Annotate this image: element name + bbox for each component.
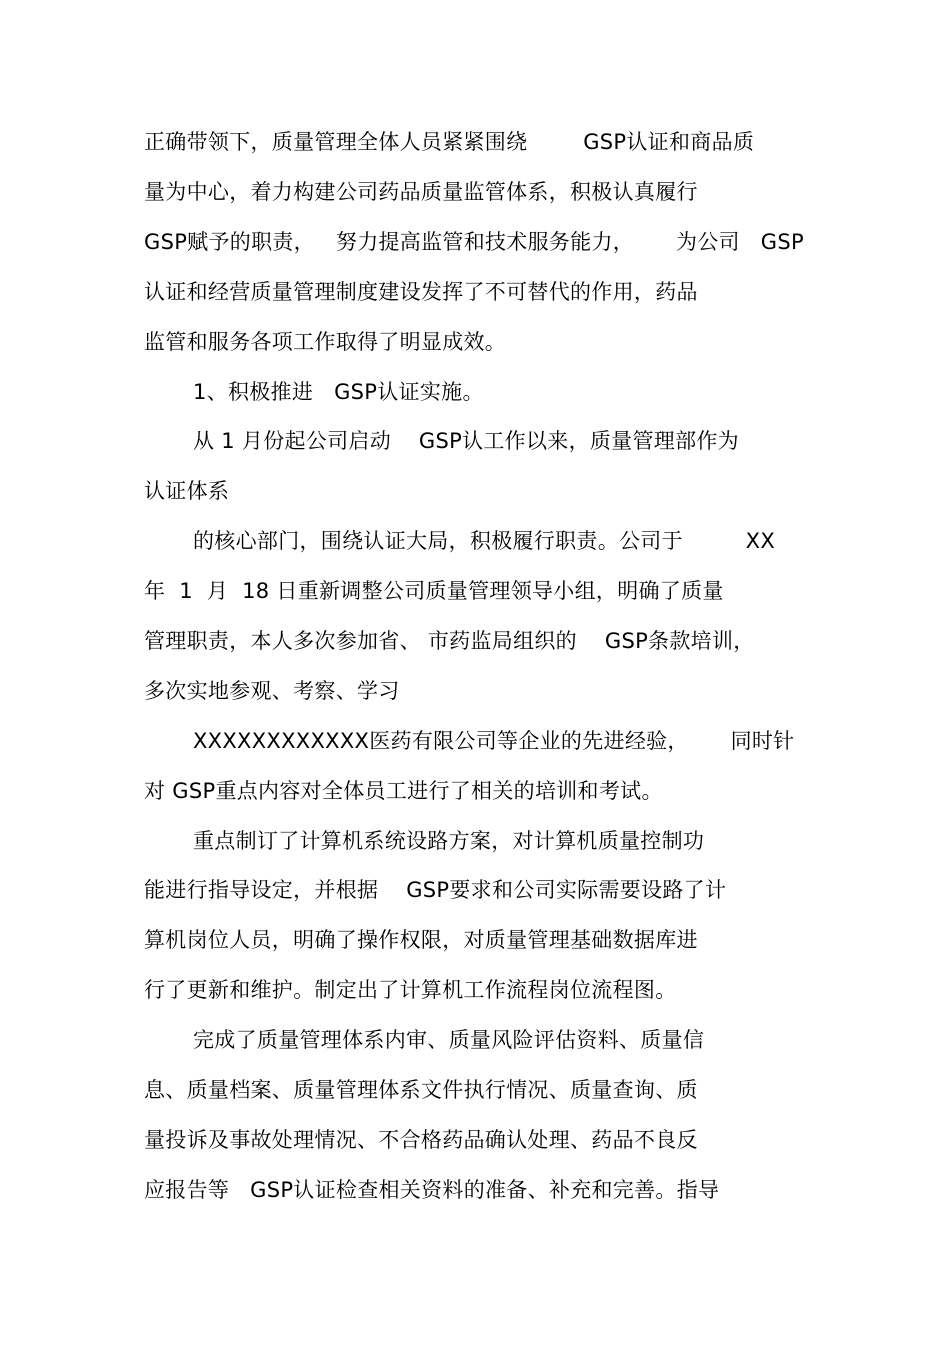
text-line: 正确带领下，质量管理全体人员紧紧围绕 GSP认证和商品质 [144,130,755,154]
text-line: 能进行指导设定，并根据 GSP要求和公司实际需要设路了计 [144,878,727,902]
text-line: 量投诉及事故处理情况、不合格药品确认处理、药品不良反 [144,1128,698,1152]
text-line: 应报告等 GSP认证检查相关资料的准备、补充和完善。指导 [144,1178,720,1202]
text-line: 从 1 月份起公司启动 GSP认工作以来，质量管理部作为 [193,429,739,453]
text-line: XXXXXXXXXXXX医药有限公司等企业的先进经验， 同时针 [193,729,795,753]
text-line: 行了更新和维护。制定出了计算机工作流程岗位流程图。 [144,978,677,1002]
text-line: 算机岗位人员，明确了操作权限，对质量管理基础数据库进 [144,928,698,952]
text-line: 多次实地参观、考察、学习 [144,679,400,703]
text-line: 管理职责，本人多次参加省、 市药监局组织的 GSP条款培训， [144,629,755,653]
text-line: 息、质量档案、质量管理体系文件执行情况、质量查询、质 [144,1078,698,1102]
text-line: 对 GSP重点内容对全体员工进行了相关的培训和考试。 [144,779,663,803]
text-line: 监管和服务各项工作取得了明显成效。 [144,330,507,354]
text-line: 重点制订了计算机系统设路方案，对计算机质量控制功 [193,829,705,853]
text-line: 认证和经营质量管理制度建设发挥了不可替代的作用，药品 [144,280,698,304]
text-line: 年 1 月 18 日重新调整公司质量管理领导小组，明确了质量 [144,579,724,603]
text-line: 认证体系 [144,479,230,503]
text-line: 的核心部门，围绕认证大局，积极履行职责。公司于 XX [193,529,776,553]
text-line: GSP赋予的职责， 努力提高监管和技术服务能力， 为公司 GSP [144,230,804,254]
section-heading: 1、积极推进 GSP认证实施。 [193,380,484,404]
text-line: 量为中心，着力构建公司药品质量监管体系，积极认真履行 [144,180,698,204]
text-line: 完成了质量管理体系内审、质量风险评估资料、质量信 [193,1028,705,1052]
